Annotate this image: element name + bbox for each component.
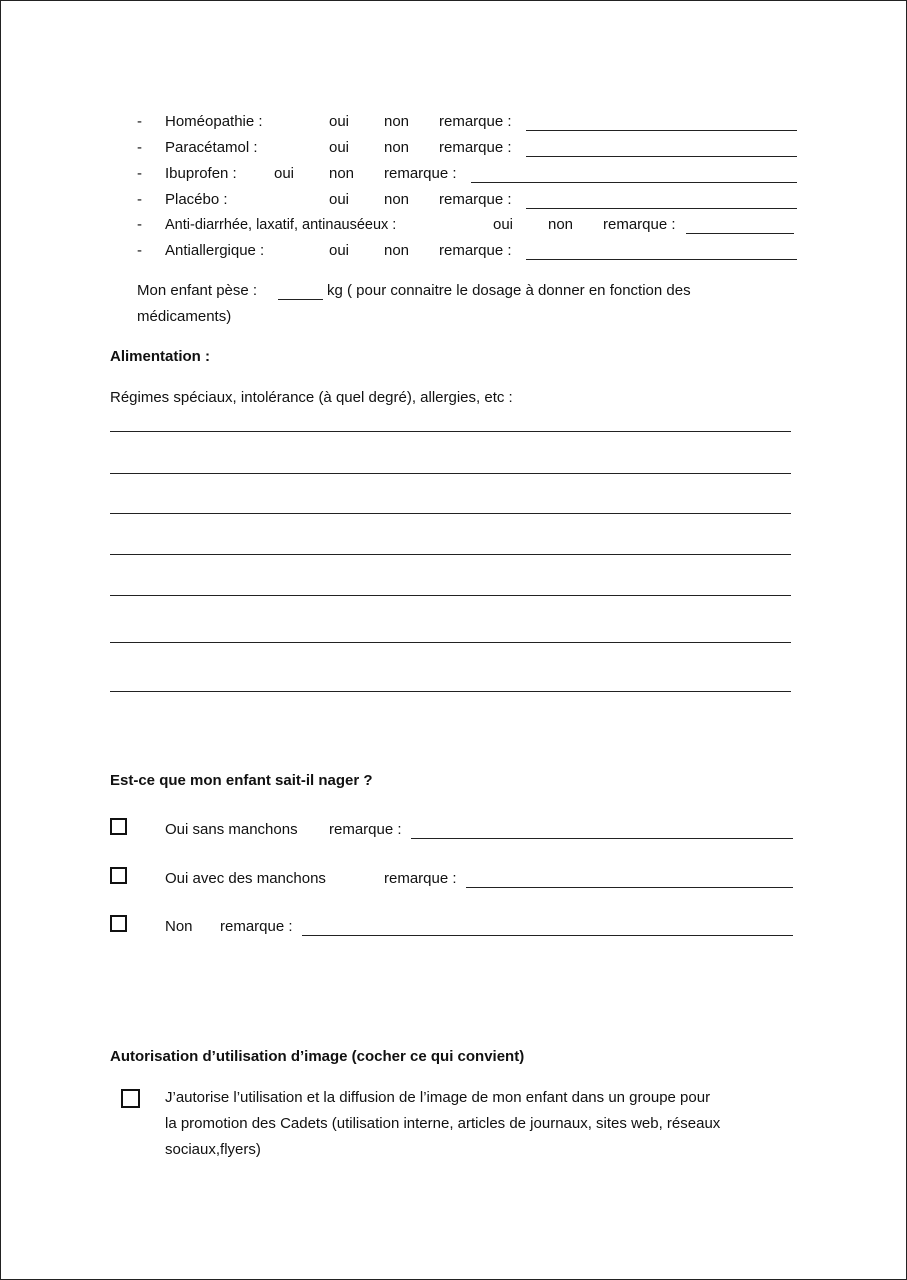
remark-label: remarque : — [329, 821, 402, 838]
medication-label-paracetamol: Paracétamol : — [165, 139, 258, 156]
remark-label: remarque : — [439, 139, 512, 156]
remark-line[interactable] — [411, 838, 793, 839]
food-line[interactable] — [110, 554, 791, 555]
list-dash: - — [137, 113, 142, 130]
image-auth-text-line3: sociaux,flyers) — [165, 1141, 261, 1158]
remark-line-antidiarrhee[interactable] — [686, 233, 794, 234]
food-prompt: Régimes spéciaux, intolérance (à quel degré), allergies, etc : — [110, 389, 513, 406]
weight-suffix-line2: médicaments) — [137, 308, 232, 325]
no-option[interactable]: non — [384, 242, 410, 259]
food-line[interactable] — [110, 595, 791, 596]
remark-label: remarque : — [439, 113, 512, 130]
swim-option-label: Oui avec des manchons — [165, 870, 326, 887]
remark-line[interactable] — [466, 887, 793, 888]
food-line[interactable] — [110, 513, 791, 514]
yes-option[interactable]: oui — [274, 165, 295, 182]
swim-heading: Est-ce que mon enfant sait-il nager ? — [110, 772, 373, 789]
list-dash: - — [137, 216, 142, 233]
remark-line-placebo[interactable] — [526, 208, 797, 209]
remark-line[interactable] — [302, 935, 793, 936]
remark-line-ibuprofen[interactable] — [471, 182, 797, 183]
checkbox-swim-oui-avec[interactable] — [110, 867, 127, 884]
no-option[interactable]: non — [384, 113, 410, 130]
remark-label: remarque : — [603, 216, 676, 233]
image-auth-heading: Autorisation d’utilisation d’image (cocher ce qui convient) — [110, 1048, 525, 1065]
remark-label: remarque : — [220, 918, 293, 935]
food-line[interactable] — [110, 642, 791, 643]
medication-label-placebo: Placébo : — [165, 191, 228, 208]
yes-option[interactable]: oui — [329, 113, 350, 130]
yes-option[interactable]: oui — [493, 216, 514, 233]
image-auth-text-line1: J’autorise l’utilisation et la diffusion de l’image de mon enfant dans un groupe pour — [165, 1089, 711, 1106]
medication-label-homeopathie: Homéopathie : — [165, 113, 263, 130]
medication-label-ibuprofen: Ibuprofen : — [165, 165, 237, 182]
no-option[interactable]: non — [329, 165, 355, 182]
no-option[interactable]: non — [548, 216, 574, 233]
weight-input-line[interactable] — [278, 299, 323, 300]
checkbox-swim-oui-sans[interactable] — [110, 818, 127, 835]
list-dash: - — [137, 191, 142, 208]
image-auth-text-line2: la promotion des Cadets (utilisation interne, articles de journaux, sites web, réseaux — [165, 1115, 721, 1132]
checkbox-swim-non[interactable] — [110, 915, 127, 932]
list-dash: - — [137, 242, 142, 259]
food-line[interactable] — [110, 473, 791, 474]
checkbox-image-auth[interactable] — [121, 1089, 140, 1108]
medication-label-antidiarrhee: Anti-diarrhée, laxatif, antinauséeux : — [165, 217, 397, 233]
remark-label: remarque : — [439, 242, 512, 259]
no-option[interactable]: non — [384, 191, 410, 208]
medication-label-antiallergique: Antiallergique : — [165, 242, 265, 259]
yes-option[interactable]: oui — [329, 191, 350, 208]
no-option[interactable]: non — [384, 139, 410, 156]
weight-prefix: Mon enfant pèse : — [137, 282, 258, 299]
list-dash: - — [137, 165, 142, 182]
remark-label: remarque : — [384, 870, 457, 887]
food-line[interactable] — [110, 431, 791, 432]
food-heading: Alimentation : — [110, 348, 210, 365]
swim-option-label: Oui sans manchons — [165, 821, 298, 838]
food-line[interactable] — [110, 691, 791, 692]
weight-suffix: kg ( pour connaitre le dosage à donner en fonction des — [327, 282, 691, 299]
remark-line-antiallergique[interactable] — [526, 259, 797, 260]
remark-label: remarque : — [384, 165, 457, 182]
remark-line-paracetamol[interactable] — [526, 156, 797, 157]
yes-option[interactable]: oui — [329, 242, 350, 259]
list-dash: - — [137, 139, 142, 156]
swim-option-label: Non — [165, 918, 193, 935]
remark-label: remarque : — [439, 191, 512, 208]
yes-option[interactable]: oui — [329, 139, 350, 156]
remark-line-homeopathie[interactable] — [526, 130, 797, 131]
